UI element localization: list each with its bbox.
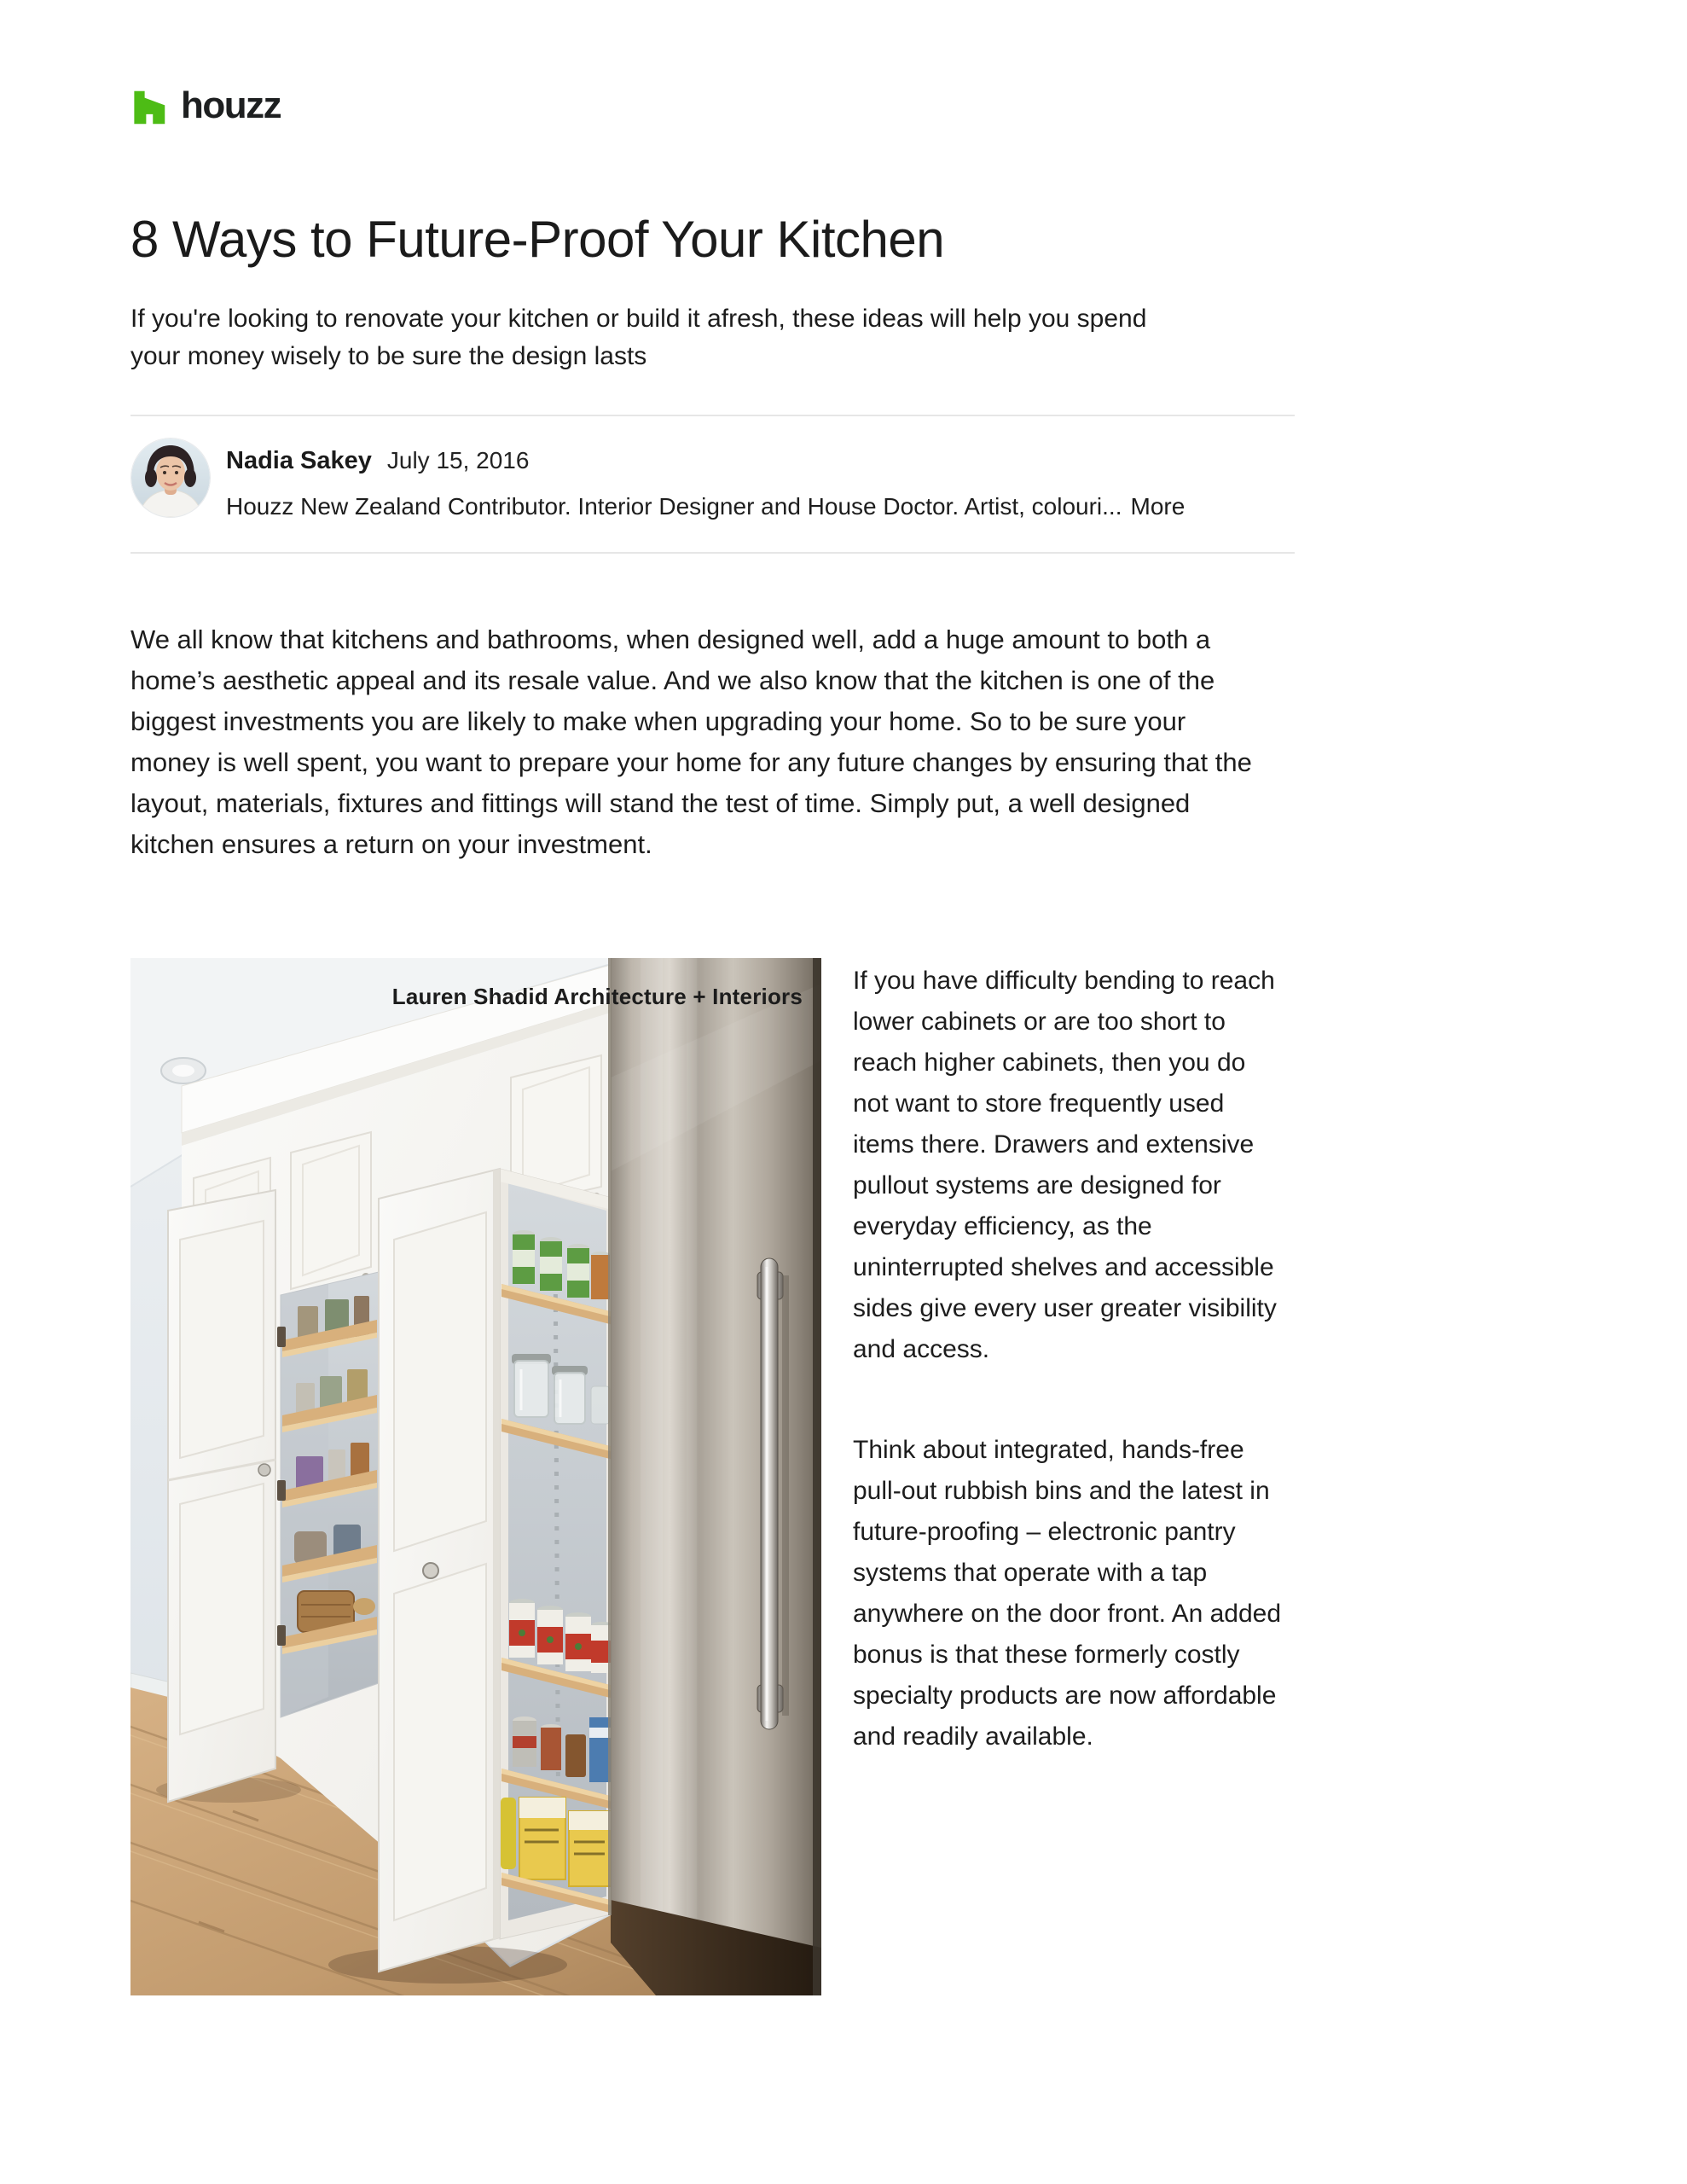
houzz-logo-text: houzz <box>181 84 281 126</box>
pullout-door <box>379 1169 500 1972</box>
body-paragraph-1: If you have difficulty bending to reach lower cabinets or are too short to reach higher cabinets, then you do not want to store frequently used items there. Drawers and extensive pullout systems are designed for everyday efficiency, as the uninterrupted shelves and accessible sides give every user greater visibility and access. <box>853 967 1277 1363</box>
page-title: 8 Ways to Future-Proof Your Kitchen <box>130 211 945 268</box>
open-cabinet-shelves <box>277 1272 379 1717</box>
divider-bottom <box>130 552 1295 554</box>
body-column <box>853 961 1284 1817</box>
article-photo[interactable] <box>130 958 821 1995</box>
author-name[interactable]: Nadia Sakey <box>226 447 372 474</box>
more-link[interactable]: More <box>1130 493 1186 520</box>
kitchen-photo-illustration <box>130 958 821 1995</box>
houzz-house-icon <box>130 90 166 125</box>
open-cabinet-door <box>168 1190 275 1802</box>
author-avatar[interactable] <box>130 438 211 518</box>
intro-paragraph: We all know that kitchens and bathrooms, when designed well, add a huge amount to both a home’s aesthetic appeal and its resale value. And we also know that the kitchen is one of the biggest investments you are likely to make when upgrading your home. So to be sure your money is well spent, you want to prepare your home for any future changes by ensuring that the layout, materials, fixtures and fittings will stand the test of time. Simply put, a well designed kitchen ensures a return on your investment. <box>130 624 1252 859</box>
divider-top <box>130 415 1295 416</box>
article-subtitle: If you're looking to renovate your kitchen or build it afresh, these ideas will help you spend your money wisely to be sure the design lasts <box>130 305 1147 370</box>
author-bio-text: Houzz New Zealand Contributor. Interior Designer and House Doctor. Artist, colouri... <box>226 493 1122 520</box>
author-bio <box>226 493 1185 520</box>
refrigerator <box>608 958 821 1995</box>
houzz-logo[interactable] <box>130 84 281 128</box>
body-paragraph-2: Think about integrated, hands-free pull-out rubbish bins and the latest in future-proofing – electronic pantry systems that operate with a tap anywhere on the door front. An added bonus is that these formerly costly specialty products are now affordable and readily available. <box>853 1436 1282 1751</box>
publish-date: July 15, 2016 <box>386 447 530 473</box>
photo-caption[interactable]: Lauren Shadid Architecture + Interiors <box>391 984 803 1009</box>
avatar-image <box>131 439 210 517</box>
pullout-pantry-unit <box>500 1169 618 1939</box>
